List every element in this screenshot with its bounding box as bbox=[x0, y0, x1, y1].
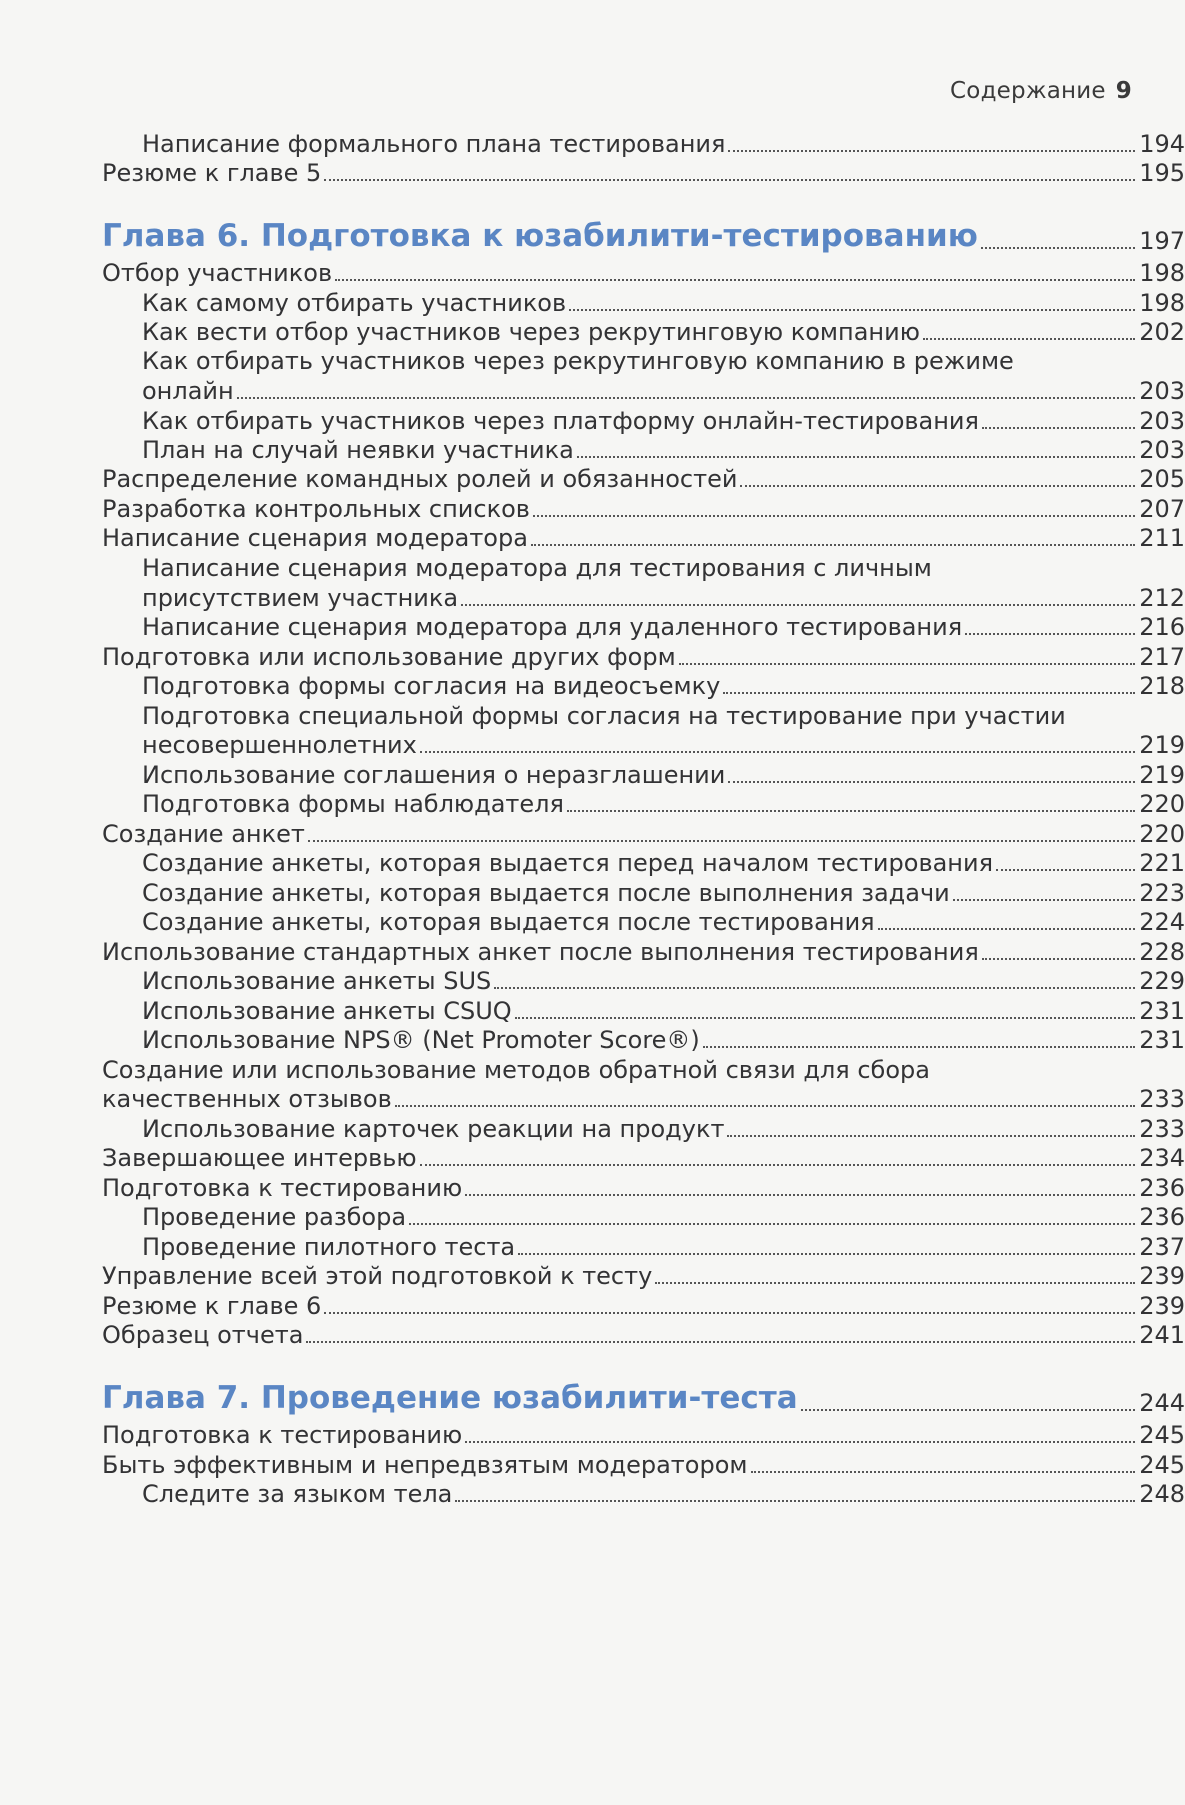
toc-entry-page: 197 bbox=[1139, 227, 1185, 255]
dot-leader bbox=[518, 1253, 1135, 1255]
dot-leader bbox=[335, 279, 1135, 281]
dot-leader bbox=[655, 1282, 1135, 1284]
section-title: Содержание bbox=[950, 78, 1106, 104]
toc-entry-page: 237 bbox=[1139, 1233, 1185, 1261]
dot-leader bbox=[728, 150, 1135, 152]
dot-leader bbox=[308, 840, 1135, 842]
toc-entry bbox=[0, 937, 1185, 967]
toc-entry-page: 248 bbox=[1139, 1480, 1185, 1508]
toc-entry-title: Использование стандартных анкет после выполнения тестирования bbox=[102, 938, 979, 966]
dot-leader bbox=[727, 1135, 1135, 1137]
toc-entry-title: Написание сценария модератора для удаленного тестирования bbox=[142, 613, 963, 641]
toc-entry bbox=[0, 583, 1185, 613]
toc-entry bbox=[0, 1479, 1185, 1509]
dot-leader bbox=[324, 179, 1135, 181]
toc-entry-title: Использование NPS® (Net Promoter Score®) bbox=[142, 1026, 700, 1054]
toc-entry bbox=[0, 464, 1185, 494]
toc-entry bbox=[0, 1173, 1185, 1203]
toc-entry-page: 244 bbox=[1139, 1389, 1185, 1417]
toc-chapter-heading bbox=[0, 1378, 1185, 1418]
toc-entry-page: 239 bbox=[1139, 1262, 1185, 1290]
dot-leader bbox=[953, 899, 1135, 901]
toc-entry bbox=[0, 258, 1185, 288]
toc-entry bbox=[0, 317, 1185, 347]
toc-entry-title-line1: Создание или использование методов обратной связи для сбора bbox=[102, 1056, 930, 1084]
dot-leader bbox=[679, 663, 1136, 665]
toc-entry bbox=[0, 1320, 1185, 1350]
dot-leader bbox=[801, 1409, 1136, 1411]
toc-entry bbox=[0, 1025, 1185, 1055]
dot-leader bbox=[981, 247, 1135, 249]
toc-entry-title: Быть эффективным и непредвзятым модератором bbox=[102, 1451, 748, 1479]
toc-entry-page: 224 bbox=[1139, 908, 1185, 936]
toc-entry-page: 203 bbox=[1139, 407, 1185, 435]
toc-entry-title: Использование анкеты CSUQ bbox=[142, 997, 512, 1025]
dot-leader bbox=[306, 1341, 1135, 1343]
toc-entry bbox=[0, 1084, 1185, 1114]
dot-leader bbox=[740, 485, 1135, 487]
toc-entry-title: Образец отчета bbox=[102, 1321, 304, 1349]
toc-entry-title-line1: Написание сценария модератора для тестирования с личным bbox=[142, 554, 932, 582]
dot-leader bbox=[569, 309, 1135, 311]
toc-entry-page: 220 bbox=[1139, 790, 1185, 818]
toc-entry-title-line2: присутствием участника bbox=[142, 584, 459, 612]
dot-leader bbox=[728, 781, 1135, 783]
toc-entry-page: 198 bbox=[1139, 259, 1185, 287]
toc-entry bbox=[0, 1114, 1185, 1144]
chapter-title: Глава 6. Подготовка к юзабилити-тестированию bbox=[102, 218, 978, 254]
toc-entry-page: 245 bbox=[1139, 1451, 1185, 1479]
toc-entry-page: 198 bbox=[1139, 289, 1185, 317]
toc-entry bbox=[0, 996, 1185, 1026]
toc-entry-title: Подготовка или использование других форм bbox=[102, 643, 676, 671]
toc-entry bbox=[0, 1202, 1185, 1232]
dot-leader bbox=[723, 692, 1135, 694]
toc-entry-title: Создание анкеты, которая выдается после тестирования bbox=[142, 908, 875, 936]
toc-entry-title: Отбор участников bbox=[102, 259, 333, 287]
toc-entry-page: 218 bbox=[1139, 672, 1185, 700]
toc-entry-page: 195 bbox=[1139, 159, 1185, 187]
toc-entry-page: 203 bbox=[1139, 436, 1185, 464]
toc-entry bbox=[0, 158, 1185, 188]
toc-entry-title: Управление всей этой подготовкой к тесту bbox=[102, 1262, 653, 1290]
toc-entry-title: Следите за языком тела bbox=[142, 1480, 453, 1508]
toc-entry-title: Написание сценария модератора bbox=[102, 524, 528, 552]
toc-entry bbox=[0, 642, 1185, 672]
dot-leader bbox=[465, 1194, 1135, 1196]
toc-entry bbox=[0, 288, 1185, 318]
toc-entry-page: 241 bbox=[1139, 1321, 1185, 1349]
toc-entry bbox=[0, 1420, 1185, 1450]
toc-entry bbox=[0, 819, 1185, 849]
toc-entry-title: Завершающее интервью bbox=[102, 1144, 417, 1172]
toc-entry-page: 245 bbox=[1139, 1421, 1185, 1449]
toc-entry-page: 229 bbox=[1139, 967, 1185, 995]
dot-leader bbox=[923, 338, 1135, 340]
toc-entry-page: 220 bbox=[1139, 820, 1185, 848]
dot-leader bbox=[420, 751, 1135, 753]
toc-entry-title: Проведение разбора bbox=[142, 1203, 407, 1231]
dot-leader bbox=[533, 515, 1135, 517]
toc-entry-title: Использование соглашения о неразглашении bbox=[142, 761, 726, 789]
toc-entry-title: Распределение командных ролей и обязанностей bbox=[102, 465, 738, 493]
toc-entry-page: 234 bbox=[1139, 1144, 1185, 1172]
dot-leader bbox=[878, 928, 1136, 930]
toc-entry-page: 207 bbox=[1139, 495, 1185, 523]
toc-entry-title-line1: Подготовка специальной формы согласия на тестирование при участии bbox=[142, 702, 1066, 730]
toc-entry-page: 236 bbox=[1139, 1203, 1185, 1231]
toc-entry-page: 216 bbox=[1139, 613, 1185, 641]
toc-entry bbox=[0, 523, 1185, 553]
toc-entry bbox=[0, 1261, 1185, 1291]
toc-entry-page: 233 bbox=[1139, 1115, 1185, 1143]
toc-entry bbox=[0, 966, 1185, 996]
toc-entry-title: Создание анкет bbox=[102, 820, 305, 848]
toc-entry bbox=[0, 1143, 1185, 1173]
toc-entry bbox=[0, 1291, 1185, 1321]
toc-entry-page: 231 bbox=[1139, 1026, 1185, 1054]
toc-entry-title: Проведение пилотного теста bbox=[142, 1233, 516, 1261]
toc-entry bbox=[0, 730, 1185, 760]
toc-entry-page: 203 bbox=[1139, 377, 1185, 405]
dot-leader bbox=[465, 1441, 1135, 1443]
toc-entry bbox=[0, 1232, 1185, 1262]
toc-entry-page: 194 bbox=[1139, 130, 1185, 158]
toc-entry-title: Создание анкеты, которая выдается после выполнения задачи bbox=[142, 879, 950, 907]
toc-entry-title: Использование карточек реакции на продукт bbox=[142, 1115, 725, 1143]
dot-leader bbox=[982, 427, 1135, 429]
dot-leader bbox=[577, 456, 1135, 458]
dot-leader bbox=[409, 1223, 1135, 1225]
toc-entry-page: 236 bbox=[1139, 1174, 1185, 1202]
toc-entry-page: 217 bbox=[1139, 643, 1185, 671]
toc-entry-title: Как отбирать участников через платформу онлайн-тестирования bbox=[142, 407, 979, 435]
toc-entry-title: Разработка контрольных списков bbox=[102, 495, 530, 523]
dot-leader bbox=[982, 958, 1135, 960]
toc-entry bbox=[0, 129, 1185, 159]
dot-leader bbox=[703, 1046, 1135, 1048]
toc-entry-page: 202 bbox=[1139, 318, 1185, 346]
toc-entry-title: Создание анкеты, которая выдается перед началом тестирования bbox=[142, 849, 994, 877]
dot-leader bbox=[461, 604, 1135, 606]
toc-entry-title-line2: онлайн bbox=[142, 377, 234, 405]
toc-entry-title: Как вести отбор участников через рекрутинговую компанию bbox=[142, 318, 920, 346]
dot-leader bbox=[395, 1105, 1135, 1107]
toc-entry bbox=[0, 907, 1185, 937]
toc-entry-title: Резюме к главе 5 bbox=[102, 159, 322, 187]
toc-entry-page: 212 bbox=[1139, 584, 1185, 612]
toc-entry-title-line1: Как отбирать участников через рекрутинговую компанию в режиме bbox=[142, 347, 1014, 375]
toc-entry-title: Подготовка к тестированию bbox=[102, 1174, 463, 1202]
toc-entry-page: 233 bbox=[1139, 1085, 1185, 1113]
toc-entry bbox=[0, 612, 1185, 642]
toc-entry-title: Подготовка формы наблюдателя bbox=[142, 790, 564, 818]
dot-leader bbox=[751, 1471, 1136, 1473]
toc-entry-page: 205 bbox=[1139, 465, 1185, 493]
toc-entry-title: Подготовка к тестированию bbox=[102, 1421, 463, 1449]
toc-entry bbox=[0, 878, 1185, 908]
toc-entry-page: 231 bbox=[1139, 997, 1185, 1025]
dot-leader bbox=[420, 1164, 1136, 1166]
dot-leader bbox=[996, 869, 1135, 871]
toc-entry-page: 221 bbox=[1139, 849, 1185, 877]
dot-leader bbox=[965, 633, 1135, 635]
page-number: 9 bbox=[1115, 78, 1132, 104]
toc-entry bbox=[0, 435, 1185, 465]
toc-entry-title: Резюме к главе 6 bbox=[102, 1292, 322, 1320]
toc-entry-title: Написание формального плана тестирования bbox=[142, 130, 726, 158]
toc-entry-page: 219 bbox=[1139, 761, 1185, 789]
toc-entry bbox=[0, 789, 1185, 819]
toc-entry bbox=[0, 760, 1185, 790]
dot-leader bbox=[567, 810, 1135, 812]
toc-entry-title: Подготовка формы согласия на видеосъемку bbox=[142, 672, 721, 700]
toc-entry bbox=[0, 1450, 1185, 1480]
dot-leader bbox=[515, 1017, 1136, 1019]
toc-entry-title-line2: качественных отзывов bbox=[102, 1085, 392, 1113]
toc-entry bbox=[0, 376, 1185, 406]
toc-entry-page: 211 bbox=[1139, 524, 1185, 552]
toc-entry-title: План на случай неявки участника bbox=[142, 436, 574, 464]
toc-entry bbox=[0, 494, 1185, 524]
toc-entry bbox=[0, 671, 1185, 701]
dot-leader bbox=[494, 987, 1135, 989]
toc-entry-page: 223 bbox=[1139, 879, 1185, 907]
running-head bbox=[950, 78, 1132, 104]
dot-leader bbox=[237, 397, 1135, 399]
dot-leader bbox=[531, 544, 1135, 546]
dot-leader bbox=[455, 1500, 1135, 1502]
toc-entry-page: 239 bbox=[1139, 1292, 1185, 1320]
toc-entry-title-line2: несовершеннолетних bbox=[142, 731, 417, 759]
toc-chapter-heading bbox=[0, 216, 1185, 256]
toc-entry-title: Использование анкеты SUS bbox=[142, 967, 492, 995]
toc-entry bbox=[0, 848, 1185, 878]
toc-entry-title: Как самому отбирать участников bbox=[142, 289, 567, 317]
toc-entry-page: 228 bbox=[1139, 938, 1185, 966]
chapter-title: Глава 7. Проведение юзабилити-теста bbox=[102, 1380, 798, 1416]
dot-leader bbox=[324, 1312, 1135, 1314]
toc-entry-page: 219 bbox=[1139, 731, 1185, 759]
toc-entry bbox=[0, 406, 1185, 436]
